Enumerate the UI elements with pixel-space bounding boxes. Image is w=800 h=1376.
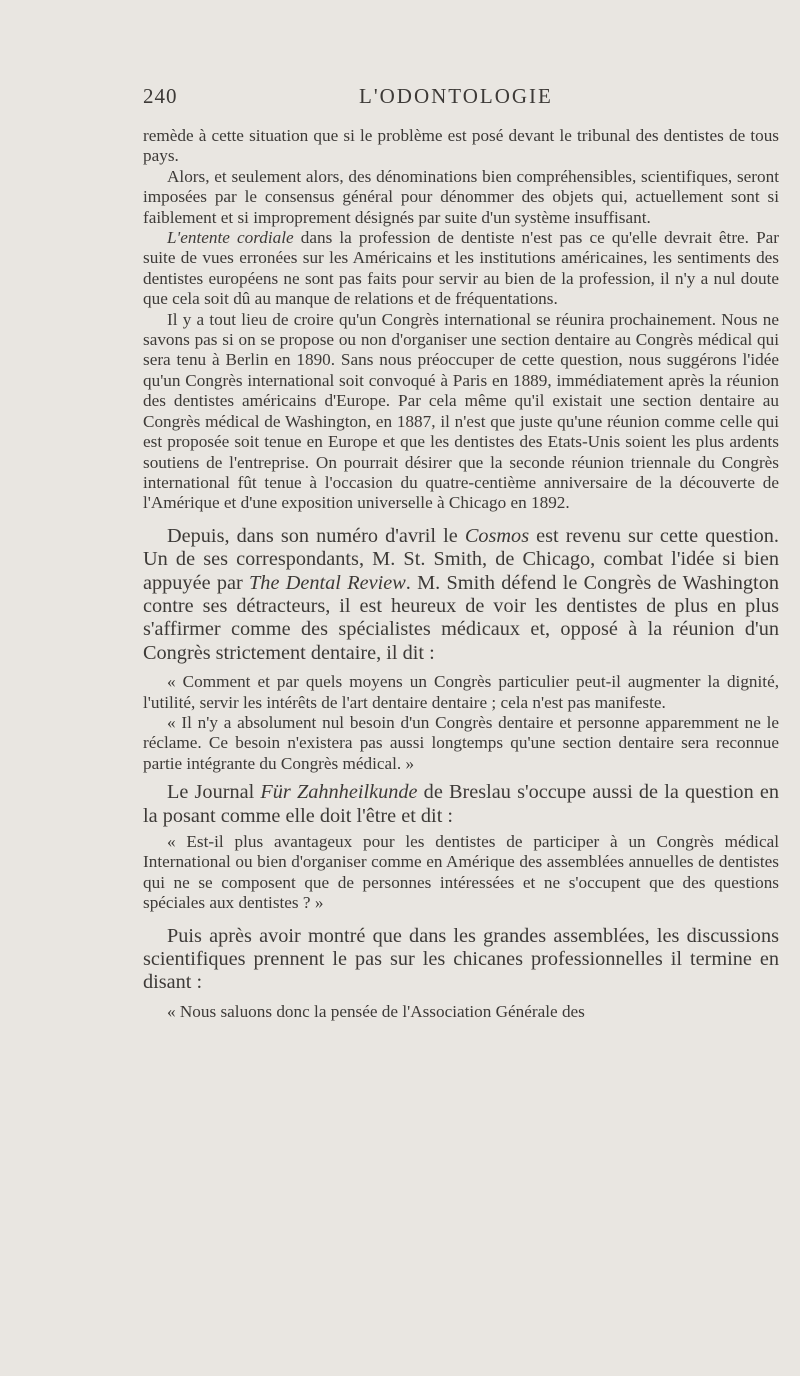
paragraph: Il y a tout lieu de croire qu'un Congrès international se réunira prochainement. Nous ne savons pas si on se propose ou non d'organiser une section dentaire au Congrès médical qui sera tenu à Berlin en 1890. Sans nous préoccuper de cette question, nous suggérons l'idée qu'un Congrès international soit convoqué à Paris en 1889, immédiatement après la réunion des dentistes américains d'Europe. Par cela même qu'il existait une section dentaire au Congrès médical de Washington, en 1887, il n'est que juste qu'une réunion comme celle qui est proposée soit tenue en Europe et que les dentistes des Etats-Unis soient les plus ardents soutiens de l'entreprise. On pourrait désirer que la seconde réunion triennale du Congrès international fût tenue à l'occasion du quatre-centième anniversaire de la découverte de l'Amérique et d'une exposition universelle à Chicago en 1892.	[143, 309, 779, 513]
paragraph-text: . M. Smith défend le Congrès de Washington contre ses détracteurs, il est heureux de voir les dentistes de plus en plus s'affirmer comme des spécialistes médicaux et, opposé à la réunion d'un Congrès strictement dentaire, il dit :	[143, 571, 779, 664]
page-number: 240	[143, 84, 178, 108]
quotation: « Comment et par quels moyens un Congrès particulier peut-il augmenter la dignité, l'utilité, servir les intérêts de l'art dentaire dentaire ; cela n'est pas manifeste.	[143, 672, 779, 712]
running-title: L'ODONTOLOGIE	[359, 84, 553, 108]
journal-title: Für Zahnheilkunde	[260, 781, 418, 804]
paragraph-continuation: remède à cette situation que si le problème est posé devant le tribunal des dentistes de tous pays.	[143, 126, 779, 166]
quotation: « Est-il plus avantageux pour les dentistes de participer à un Congrès médical International ou bien d'organiser comme en Amérique des assemblées annuelles de dentistes qui ne se composent que de personnes intéressées et ne s'occupent que des questions spéciales aux dentistes ? »	[143, 832, 779, 913]
paragraph-text: est revenu sur cette question. Un de ses correspondants, M. St. Smith, de Chicago, combat l'idée si bien appuyée par	[143, 524, 779, 594]
quotation: « Nous saluons donc la pensée de l'Association Générale des	[167, 1001, 585, 1021]
journal-title: The Dental Review	[249, 571, 406, 594]
paragraph-text: Depuis, dans son numéro d'avril le	[167, 524, 465, 547]
paragraph-text: de Breslau s'occupe aussi de la question en la posant comme elle doit l'être et dit :	[143, 781, 780, 827]
paragraph: Alors, et seulement alors, des dénominations bien compréhensibles, scientifiques, seront imposées par le consensus général pour dénommer des objets qui, actuellement sont si faiblement et si improprement désignés par suite d'un système insuffisant.	[143, 166, 779, 227]
paragraph	[143, 228, 779, 310]
paragraph: Puis après avoir montré que dans les grandes assemblées, les discussions scientifiques prennent le pas sur les chicanes professionnelles il termine en disant :	[143, 924, 779, 994]
italic-phrase: L'entente cordiale	[167, 228, 294, 248]
paragraph-text: Le Journal	[167, 781, 261, 804]
paragraph	[143, 525, 779, 665]
paragraph	[143, 781, 779, 828]
page-header	[143, 84, 783, 114]
journal-title: Cosmos	[464, 524, 530, 547]
page-body	[143, 126, 779, 1022]
paragraph-text: dans la profession de dentiste n'est pas ce qu'elle devrait être. Par suite de vues erronées sur les Américains et les institutions américaines, les sentiments des dentistes européens ne sont pas faits pour servir au bien de la profession, il n'y a nul doute que cela soit dû au manque de relations et de fréquentations.	[143, 228, 780, 309]
quotation: « Il n'y a absolument nul besoin d'un Congrès dentaire et personne apparemment ne le réclame. Ce besoin n'existera pas aussi longtemps qu'une section dentaire sera reconnue partie intégrante du Congrès médical. »	[143, 712, 779, 773]
